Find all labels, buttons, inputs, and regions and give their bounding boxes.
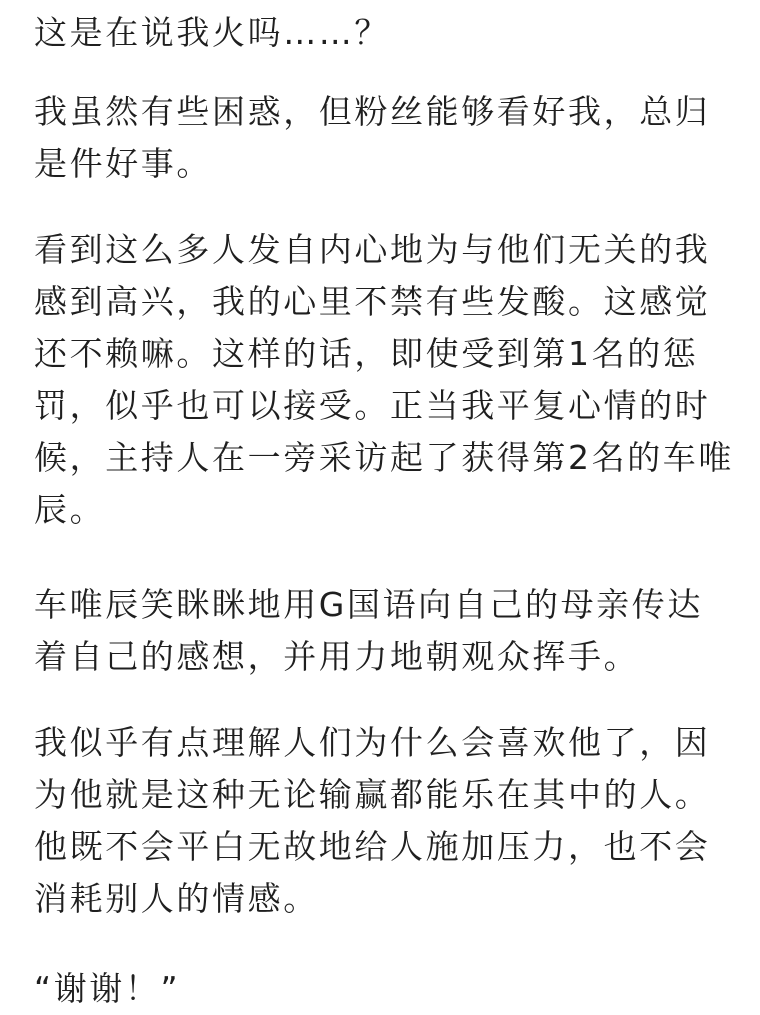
text-line: 候，主持人在一旁采访起了获得第2名的车唯 [34,438,734,477]
text-line: 看到这么多人发自内心地为与他们无关的我 [34,230,711,269]
paragraph-5 [34,717,734,925]
text-line: 车唯辰笑眯眯地用G国语向自己的母亲传达 [34,585,703,624]
text-line: 是件好事。 [34,144,212,183]
text-line: 消耗别人的情感。 [34,879,319,918]
paragraph-2 [34,86,734,190]
text-line: 感到高兴，我的心里不禁有些发酸。这感觉 [34,282,711,321]
paragraph-4 [34,579,734,683]
text-line: 这是在说我火吗……？ [34,13,390,52]
paragraph-6 [34,963,734,1015]
text-line: 他既不会平白无故地给人施加压力，也不会 [34,827,711,866]
text-line: 辰。 [34,490,106,529]
text-line: 为他就是这种无论输赢都能乐在其中的人。 [34,775,711,814]
text-line: 着自己的感想，并用力地朝观众挥手。 [34,637,640,676]
paragraph-1 [34,7,734,59]
text-line: 我虽然有些困惑，但粉丝能够看好我，总归 [34,92,711,131]
text-line: 还不赖嘛。这样的话，即使受到第1名的惩 [34,334,699,373]
paragraph-3 [34,224,734,536]
text-line: 我似乎有点理解人们为什么会喜欢他了，因 [34,723,711,762]
text-line: “谢谢！” [34,969,181,1008]
text-line: 罚，似乎也可以接受。正当我平复心情的时 [34,386,711,425]
